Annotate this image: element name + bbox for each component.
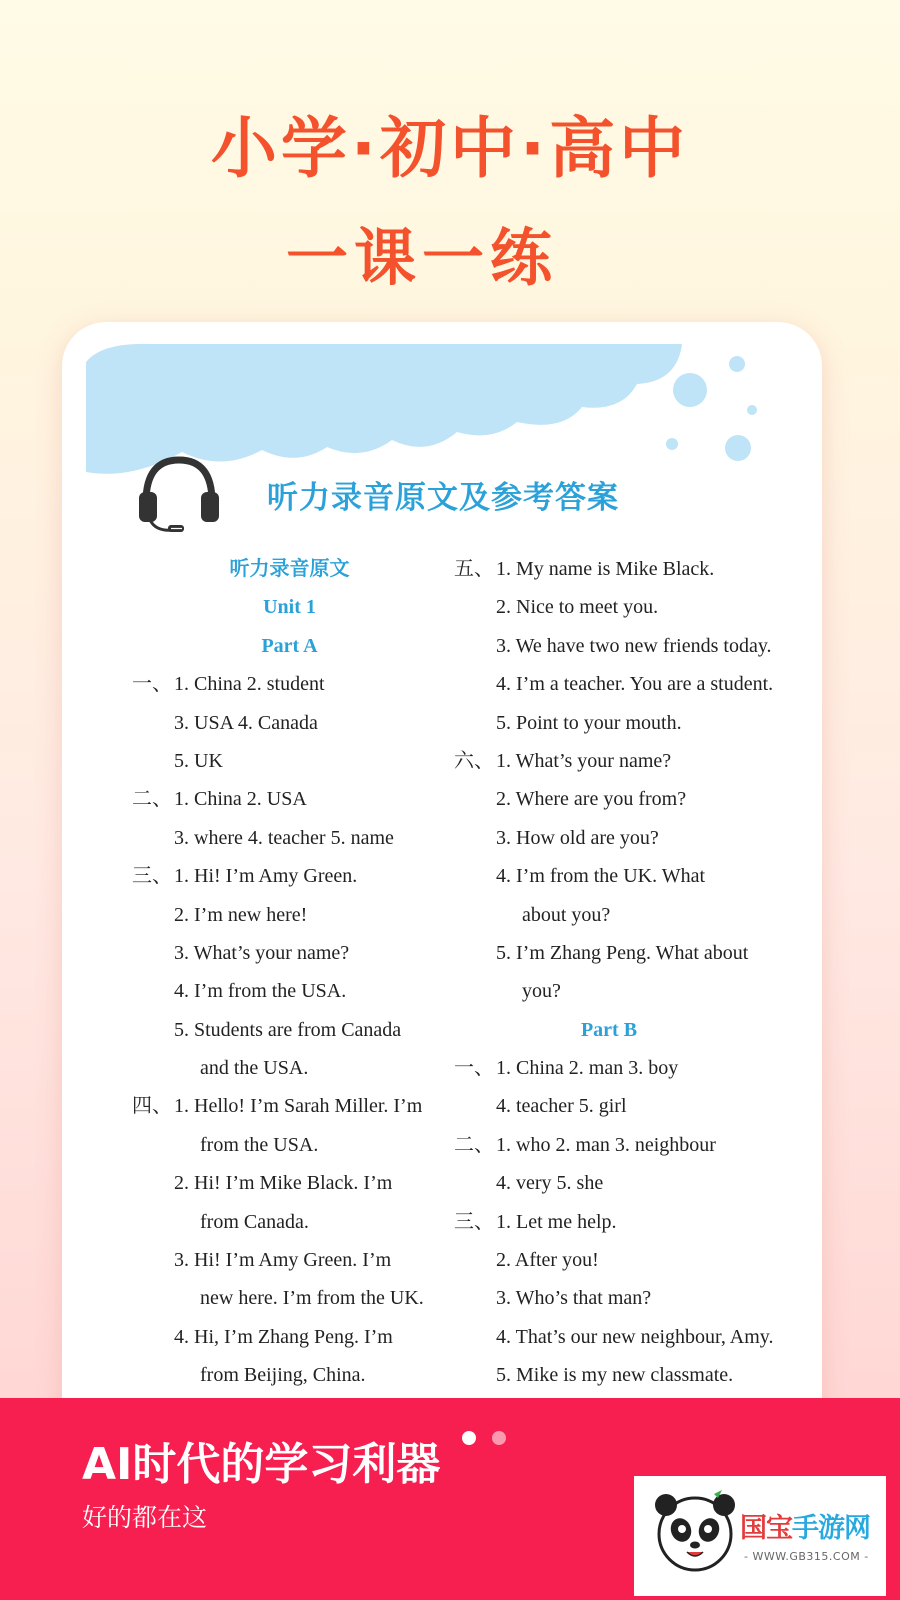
answer-line <box>454 627 822 665</box>
pager-dot[interactable] <box>492 1431 506 1445</box>
page-indicator[interactable] <box>462 1430 522 1449</box>
answer-line <box>454 972 822 1010</box>
item-text: 1. China 2. USA <box>174 788 307 811</box>
answer-item <box>454 742 822 780</box>
watermark-name-part2: 手游网 <box>792 1513 870 1544</box>
item-text: 1. who 2. man 3. neighbour <box>496 1133 716 1156</box>
item-text: about you? <box>522 903 611 926</box>
item-text: 4. very 5. she <box>496 1172 604 1195</box>
section-heading: 听力录音原文 <box>229 558 350 580</box>
answer-line <box>454 1279 822 1317</box>
panda-icon <box>652 1488 738 1574</box>
item-marker: 五、 <box>454 558 494 580</box>
banner-title: AI时代的学习利器 <box>82 1439 441 1490</box>
item-text: from the USA. <box>200 1133 319 1156</box>
item-marker: 三、 <box>132 865 172 888</box>
item-text: 5. UK <box>174 749 223 772</box>
answer-item <box>454 1203 822 1241</box>
answer-line <box>454 896 822 934</box>
item-text: 2. Hi! I’m Mike Black. I’m <box>174 1172 393 1195</box>
hero-title: 小学·初中·高中 <box>210 110 690 187</box>
answer-line <box>454 588 822 626</box>
item-text: 2. After you! <box>496 1249 599 1272</box>
section-heading: Part A <box>261 634 318 657</box>
item-text: 2. Nice to meet you. <box>496 596 659 619</box>
answer-line <box>454 1087 822 1125</box>
answer-line <box>454 780 822 818</box>
hero-subtitle: 一课一练 <box>285 221 558 294</box>
item-marker: 一、 <box>132 673 172 696</box>
item-text: 4. I’m from the USA. <box>174 980 347 1003</box>
item-text: 3. where 4. teacher 5. name <box>174 826 394 849</box>
pager-dot[interactable] <box>462 1431 476 1445</box>
watermark-name-part1: 国宝 <box>740 1513 792 1544</box>
item-marker: 六、 <box>454 749 494 772</box>
answer-line <box>454 704 822 742</box>
item-text: 2. Where are you from? <box>496 788 687 811</box>
item-text: from Canada. <box>200 1210 309 1233</box>
item-text: from Beijing, China. <box>200 1364 366 1387</box>
item-marker: 四、 <box>132 1095 172 1118</box>
section-heading: Part B <box>580 1018 638 1041</box>
item-text: 4. That’s our new neighbour, Amy. <box>496 1325 774 1348</box>
card-title: 听力录音原文及参考答案 <box>267 480 619 516</box>
answer-line <box>454 665 822 703</box>
answer-line <box>454 819 822 857</box>
item-text: 5. Students are from Canada <box>174 1018 402 1041</box>
item-text: 5. Point to your mouth. <box>496 711 682 734</box>
item-marker: 二、 <box>454 1133 494 1156</box>
preview-card <box>62 322 822 1422</box>
watermark <box>634 1476 886 1596</box>
watermark-name <box>740 1506 870 1545</box>
answer-item <box>454 550 822 588</box>
answer-item <box>454 1049 822 1087</box>
item-marker: 三、 <box>454 1210 494 1233</box>
item-text: 1. China 2. man 3. boy <box>496 1057 679 1080</box>
item-text: 4. I’m a teacher. You are a student. <box>496 673 774 696</box>
banner-subtitle: 好的都在这 <box>82 1503 208 1532</box>
item-text: 1. Hello! I’m Sarah Miller. I’m <box>174 1095 423 1118</box>
item-marker: 二、 <box>132 788 172 811</box>
item-text: 4. Hi, I’m Zhang Peng. I’m <box>174 1325 393 1348</box>
item-text: new here. I’m from the UK. <box>200 1287 424 1310</box>
item-text: 3. What’s your name? <box>174 941 350 964</box>
item-text: you? <box>522 980 561 1003</box>
item-text: 4. teacher 5. girl <box>496 1095 627 1118</box>
answer-line <box>454 1356 822 1394</box>
item-text: 4. I’m from the UK. What <box>496 865 706 888</box>
answer-line <box>454 934 822 972</box>
item-text: 5. I’m Zhang Peng. What about <box>496 941 749 964</box>
headphones-icon <box>136 452 222 532</box>
item-text: 1. Let me help. <box>496 1210 617 1233</box>
answer-line <box>454 857 822 895</box>
item-text: 3. Who’s that man? <box>496 1287 652 1310</box>
answer-item <box>454 1126 822 1164</box>
section-heading: Unit 1 <box>263 596 316 619</box>
item-text: 2. I’m new here! <box>174 903 308 926</box>
answer-line <box>454 1241 822 1279</box>
item-text: 3. How old are you? <box>496 826 659 849</box>
item-text: 1. What’s your name? <box>496 749 672 772</box>
item-text: 1. My name is Mike Black. <box>496 558 715 580</box>
answer-line <box>454 1164 822 1202</box>
item-text: 1. Hi! I’m Amy Green. <box>174 865 358 888</box>
item-text: 3. Hi! I’m Amy Green. I’m <box>174 1249 392 1272</box>
watermark-url: - WWW.GB315.COM - <box>744 1550 869 1563</box>
answer-line <box>454 1318 822 1356</box>
item-text: 1. China 2. student <box>174 673 325 696</box>
right-column <box>454 550 822 1395</box>
item-text: 3. USA 4. Canada <box>174 711 318 734</box>
item-marker: 一、 <box>454 1057 494 1080</box>
item-text: and the USA. <box>200 1057 309 1080</box>
item-text: 3. We have two new friends today. <box>496 634 772 657</box>
item-text: 5. Mike is my new classmate. <box>496 1364 734 1387</box>
